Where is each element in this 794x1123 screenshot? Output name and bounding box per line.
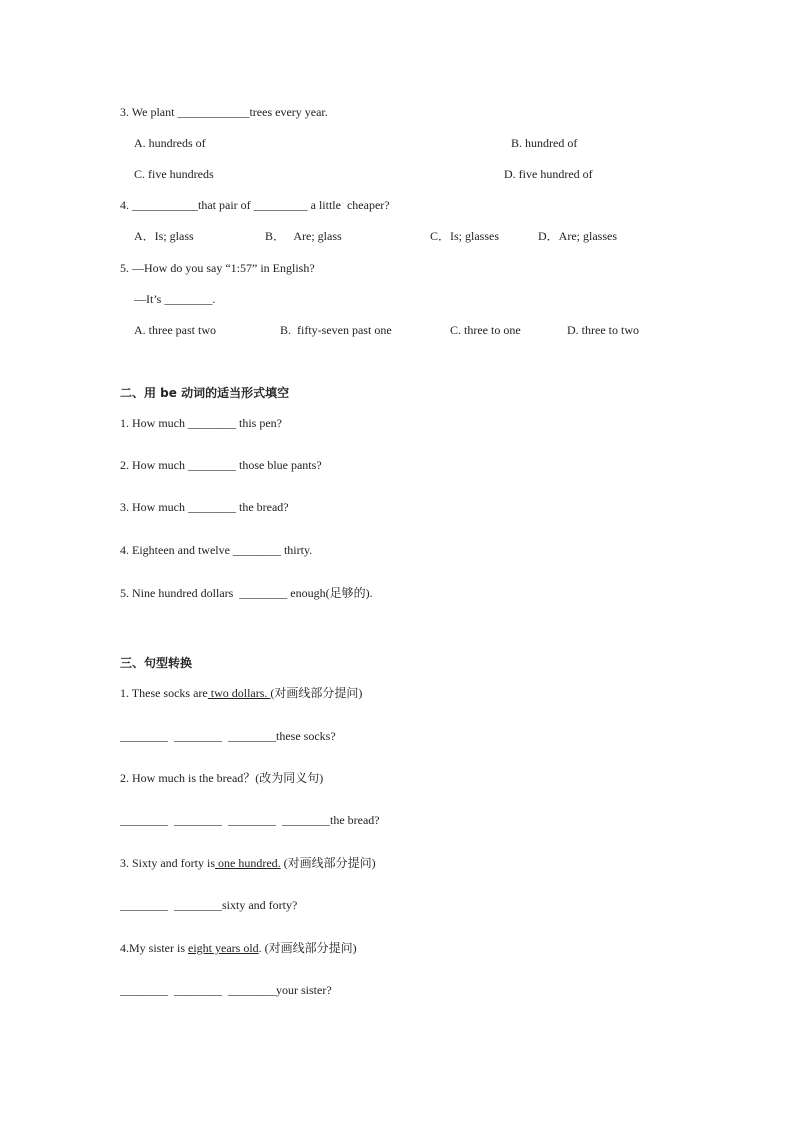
q5-option-c: C. three to one — [450, 323, 521, 337]
transform-q1 — [120, 686, 362, 700]
q5-option-b: B. fifty-seven past one — [280, 323, 392, 337]
transform-q4-post: . (对画线部分提问) — [258, 941, 357, 955]
transform-q1-answer: ________ ________ ________these socks? — [120, 729, 336, 743]
transform-q4-underlined: eight years old — [188, 941, 259, 955]
q5-line2: —It’s ________. — [134, 292, 216, 306]
q4-option-d: D．Are; glasses — [538, 229, 617, 243]
transform-q3-post: (对画线部分提问) — [280, 856, 376, 870]
fill-item-4: 4. Eighteen and twelve ________ thirty. — [120, 543, 313, 557]
transform-q3 — [120, 856, 376, 870]
transform-q4-pre: 4.My sister is — [120, 941, 189, 955]
transform-q2-answer: ________ ________ ________ ________the bread? — [120, 813, 380, 827]
q3-option-a: A. hundreds of — [134, 136, 206, 150]
section-2-heading: 二、用 be 动词的适当形式填空 — [120, 386, 290, 400]
transform-q1-underlined: two dollars. — [207, 686, 271, 700]
q4-stem: 4. ___________that pair of _________ a little cheaper? — [120, 198, 390, 212]
transform-q3-underlined: one hundred. — [215, 856, 281, 870]
transform-q1-post: (对画线部分提问) — [270, 686, 363, 700]
q3-option-b: B. hundred of — [511, 136, 578, 150]
fill-item-5: 5. Nine hundred dollars ________ enough(足够的). — [120, 586, 373, 600]
transform-q3-pre: 3. Sixty and forty is — [120, 856, 215, 870]
transform-q4-answer: ________ ________ ________your sister? — [120, 983, 332, 997]
transform-q2: 2. How much is the bread？(改为同义句) — [120, 771, 324, 785]
transform-q1-pre: 1. These socks are — [120, 686, 208, 700]
q3-option-c: C. five hundreds — [134, 167, 214, 181]
q5-option-a: A. three past two — [134, 323, 216, 337]
q3-option-d: D. five hundred of — [504, 167, 593, 181]
transform-q3-answer: ________ ________sixty and forty? — [120, 898, 298, 912]
fill-item-1: 1. How much ________ this pen? — [120, 416, 282, 430]
fill-item-3: 3. How much ________ the bread? — [120, 500, 289, 514]
transform-q4 — [120, 941, 357, 955]
q4-option-c: C．Is; glasses — [430, 229, 500, 243]
q5-option-d: D. three to two — [567, 323, 639, 337]
fill-item-2: 2. How much ________ those blue pants? — [120, 458, 322, 472]
section-3-heading: 三、句型转换 — [120, 656, 193, 670]
q3-stem: 3. We plant ____________trees every year. — [120, 105, 328, 119]
q4-option-b: B． Are; glass — [265, 229, 342, 243]
q5-stem: 5. —How do you say “1:57” in English? — [120, 261, 315, 275]
q4-option-a: A．Is; glass — [134, 229, 194, 243]
